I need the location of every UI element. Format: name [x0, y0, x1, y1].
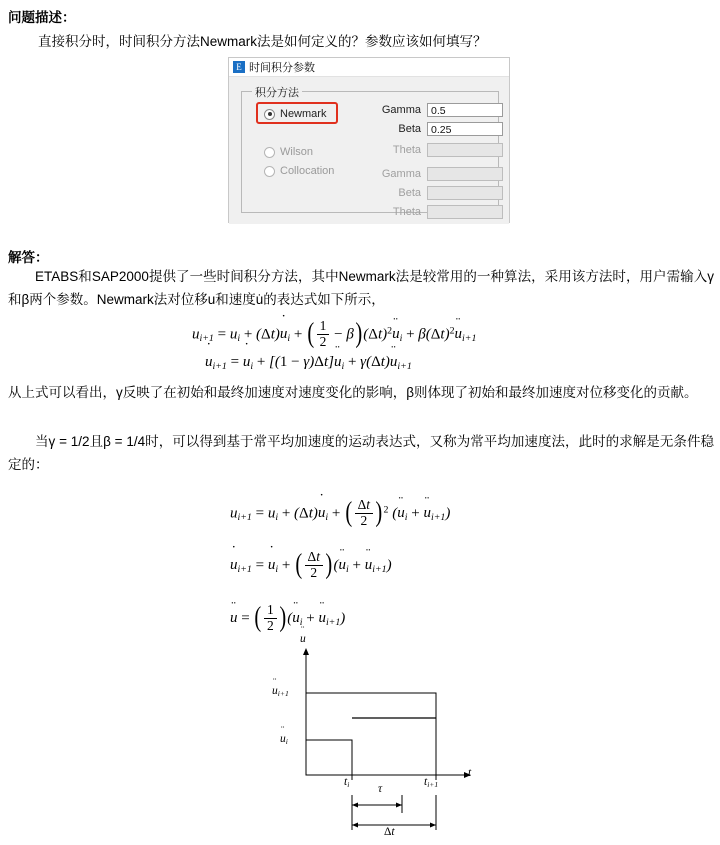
field-theta-2: [379, 205, 503, 219]
chart-annotation-dt: Δt: [384, 826, 395, 838]
radio-collocation[interactable]: [264, 165, 334, 177]
etabs-app-icon: E: [233, 61, 245, 73]
field-beta-2-label: Beta: [398, 187, 421, 199]
field-gamma-2-input: [427, 167, 503, 181]
field-gamma-2-label: Gamma: [381, 168, 421, 180]
field-beta-1[interactable]: [379, 122, 503, 136]
chart-xlabel: t: [468, 767, 472, 779]
time-integration-dialog: [228, 57, 510, 223]
field-theta-2-input: [427, 205, 503, 219]
radio-collocation-label: Collocation: [280, 165, 335, 177]
equation-avg-acceleration: u ¨ = ( $\frac{1}{2}$ )(u $¨_i + u$ $¨_{i+1}$): [230, 603, 345, 635]
newmark-highlight-annotation: [256, 102, 338, 124]
field-theta-1-input: [427, 143, 503, 157]
radio-collocation-icon[interactable]: [264, 166, 275, 177]
acceleration-step-chart: [272, 633, 496, 840]
field-gamma-1-input[interactable]: 0.5: [427, 103, 503, 117]
answer-paragraph-1: ETABS和SAP2000提供了一些时间积分方法，其中Newmark法是较常用的一种算法，采用该方法时，用户需输入γ和β两个参数。Newmark法对位移u和速度u̇的表达式如下所示，: [8, 269, 714, 307]
dialog-title-text: 时间积分参数: [249, 62, 315, 74]
field-gamma-1-label: Gamma: [381, 104, 421, 116]
dialog-body: [229, 77, 509, 224]
radio-newmark-label: Newmark: [280, 108, 327, 120]
field-gamma-1[interactable]: [379, 103, 503, 117]
question-heading: 问题描述：: [8, 10, 76, 25]
group-label: 积分方法: [252, 84, 302, 100]
field-gamma-2: [379, 167, 503, 181]
answer-paragraph-2: 从上式可以看出，γ反映了在初始和最终加速度对速度变化的影响，β则体现了初始和最终加速度对位移变化的贡献。: [8, 385, 698, 400]
equation-displacement: $u_{i+1} = u_i + (\Delta t)u$ $˙_i$ + ( $\frac{1}{2}$ − $\beta)(\Delta t)^2u$ $¨_i + \beta(\Delta t)^2u$ $¨_{i+1}$: [192, 319, 476, 351]
field-theta-1: [379, 143, 503, 157]
field-beta-2: [379, 186, 503, 200]
chart-ylabel: u ¨: [300, 633, 306, 645]
chart-svg: [276, 645, 496, 840]
chart-xtick-ti: $t_i$: [344, 776, 350, 790]
answer-paragraph-3: 当γ = 1/2且β = 1/4时，可以得到基于常平均加速度的运动表达式，又称为常平均加速度法，此时的求解是无条件稳定的：: [8, 434, 714, 472]
radio-wilson-icon[interactable]: [264, 147, 275, 158]
field-theta-1-label: Theta: [392, 144, 421, 156]
dialog-title-bar: [229, 58, 509, 77]
chart-xtick-ti1: $t_{i+1}$: [424, 776, 439, 790]
equation-avg-displacement: $u_{i+1} = u_i + (\Delta t)u$ $˙_i$ + ( $\frac{\Delta t}{2}$ )$^2$ (u $¨_i + u$ $¨_{i+1}$): [230, 498, 450, 530]
question-text: 直接积分时，时间积分方法Newmark法是如何定义的？参数应该如何填写？: [38, 34, 487, 49]
radio-wilson[interactable]: [264, 146, 313, 158]
chart-ytick-upper: u $¨_{i+1}$: [272, 685, 289, 698]
equation-velocity: u $˙_{i+1} = u$ $˙_i + [(1 - \gamma)\Delta t]u$ $¨_i + \gamma(\Delta t)u$ $¨_{i+1}$: [205, 354, 412, 372]
answer-heading: 解答：: [8, 250, 49, 265]
radio-wilson-label: Wilson: [280, 146, 314, 158]
field-beta-1-label: Beta: [398, 123, 421, 135]
field-theta-2-label: Theta: [392, 206, 421, 218]
chart-ytick-lower: u $¨_i$: [280, 733, 288, 746]
field-beta-2-input: [427, 186, 503, 200]
field-beta-1-input[interactable]: 0.25: [427, 122, 503, 136]
equation-avg-velocity: u $˙_{i+1} = u$ $˙_i$ + ( $\frac{\Delta t}{2}$ )(u $¨_i + u$ $¨_{i+1}$): [230, 550, 392, 582]
chart-annotation-tau: τ: [378, 783, 383, 795]
